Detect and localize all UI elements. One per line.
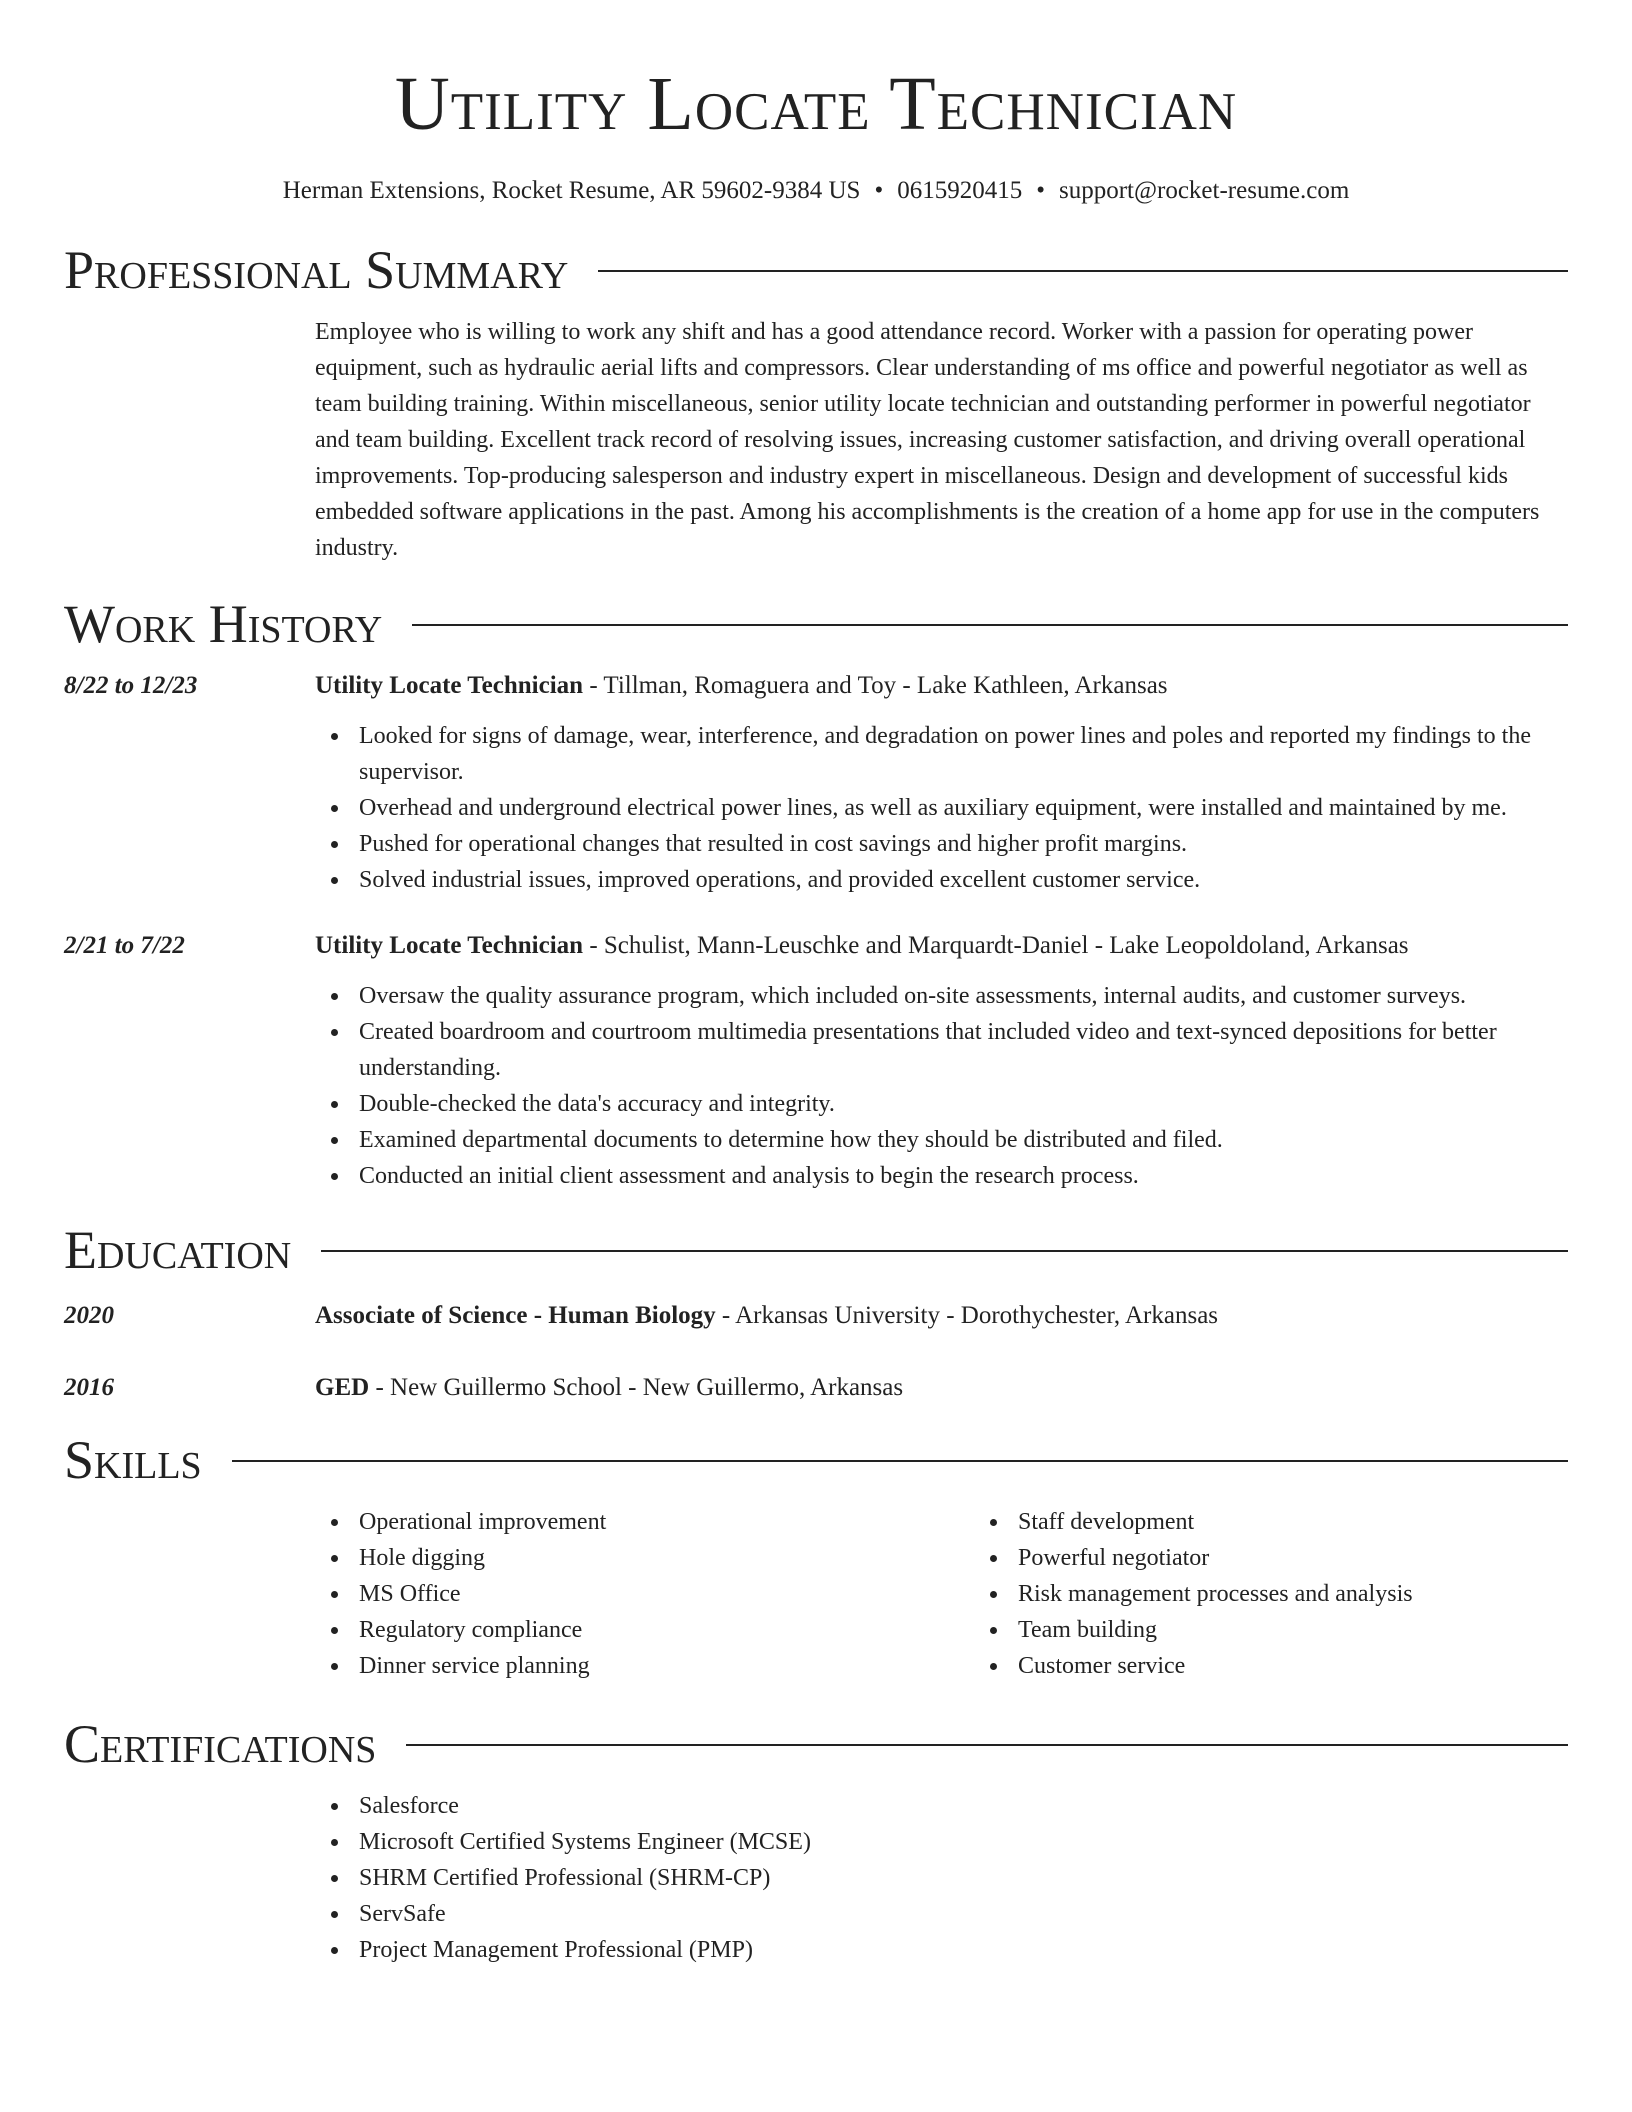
list-item: Regulatory compliance <box>359 1612 974 1648</box>
section-divider <box>598 270 1568 272</box>
summary-section-header <box>64 240 1568 300</box>
job-dates: 8/22 to 12/23 <box>64 672 198 699</box>
job-bullets <box>315 718 1568 898</box>
list-item: Pushed for operational changes that resulted in cost savings and higher profit margins. <box>359 826 1568 862</box>
job-entry <box>64 928 1568 1194</box>
certifications-spacer <box>64 1788 315 1968</box>
list-item: Staff development <box>1018 1504 1632 1540</box>
list-item: Looked for signs of damage, wear, interference, and degradation on power lines and poles and reported my findings to the supervisor. <box>359 718 1568 790</box>
summary-text: Employee who is willing to work any shift and has a good attendance record. Worker with a passion for operating power equipment, such as hydraulic aerial lifts and compressors. Clear understanding of ms office and powerful negotiator as well as team building training. Within miscellaneous, senior utility locate technician and outstanding performer in powerful negotiator and team building. Excellent track record of resolving issues, increasing customer satisfaction, and driving overall operational improvements. Top-producing salesperson and industry expert in miscellaneous. Design and development of successful kids embedded software applications in the past. Among his accomplishments is the creation of a home app for use in the computers industry. <box>315 319 1540 561</box>
job-entry <box>64 668 1568 898</box>
contact-address: Herman Extensions, Rocket Resume, AR 59602-9384 US <box>282 177 861 204</box>
section-title: Education <box>64 1220 292 1280</box>
list-item: Overhead and underground electrical power lines, as well as auxiliary equipment, were installed and maintained by me. <box>359 790 1568 826</box>
list-item: Team building <box>1018 1612 1632 1648</box>
contact-separator: • <box>874 177 884 204</box>
education-degree: Associate of Science - Human Biology <box>315 1302 716 1329</box>
education-year: 2016 <box>64 1374 114 1401</box>
education-details: - New Guillermo School - New Guillermo, Arkansas <box>369 1374 904 1401</box>
job-heading <box>315 668 1568 704</box>
section-divider <box>412 624 1568 626</box>
contact-separator: • <box>1036 177 1045 204</box>
list-item: Dinner service planning <box>359 1648 974 1684</box>
job-heading <box>315 928 1568 964</box>
list-item: Oversaw the quality assurance program, which included on-site assessments, internal audits, and customer surveys. <box>359 978 1568 1014</box>
list-item: Project Management Professional (PMP) <box>359 1932 1568 1968</box>
education-degree: GED <box>315 1374 370 1401</box>
contact-email: support@rocket-resume.com <box>1058 177 1350 204</box>
list-item: Solved industrial issues, improved operations, and provided excellent customer service. <box>359 862 1568 898</box>
section-title: Skills <box>64 1430 202 1490</box>
certifications-block <box>64 1788 1568 1968</box>
list-item: ServSafe <box>359 1896 1568 1932</box>
education-section-header <box>64 1220 1568 1280</box>
skills-spacer <box>64 1490 315 1684</box>
section-title: Professional Summary <box>64 240 569 300</box>
section-title: Certifications <box>64 1714 377 1774</box>
job-details: - Tillman, Romaguera and Toy - Lake Kathleen, Arkansas <box>583 672 1168 699</box>
job-details: - Schulist, Mann-Leuschke and Marquardt-Daniel - Lake Leopoldoland, Arkansas <box>583 932 1409 959</box>
list-item: Created boardroom and courtroom multimedia presentations that included video and text-synced depositions for better understanding. <box>359 1014 1568 1086</box>
list-item: SHRM Certified Professional (SHRM-CP) <box>359 1860 1568 1896</box>
certifications-section-header <box>64 1714 1568 1774</box>
list-item: Salesforce <box>359 1788 1568 1824</box>
resume-page <box>64 0 1568 1968</box>
skills-section-header <box>64 1430 1568 1490</box>
list-item: Hole digging <box>359 1540 974 1576</box>
section-title: Work History <box>64 594 383 654</box>
job-role: Utility Locate Technician <box>315 932 584 959</box>
section-divider <box>321 1250 1568 1252</box>
list-item: Risk management processes and analysis <box>1018 1576 1632 1612</box>
skills-grid <box>315 1504 1632 1684</box>
list-item: MS Office <box>359 1576 974 1612</box>
education-entry <box>64 1370 1568 1406</box>
list-item: Powerful negotiator <box>1018 1540 1632 1576</box>
list-item: Double-checked the data's accuracy and integrity. <box>359 1086 1568 1122</box>
section-divider <box>232 1460 1568 1462</box>
list-item: Customer service <box>1018 1648 1632 1684</box>
education-year: 2020 <box>64 1302 114 1329</box>
skills-block <box>64 1490 1568 1684</box>
contact-line <box>64 176 1568 206</box>
summary-block <box>64 314 1568 566</box>
list-item: Microsoft Certified Systems Engineer (MCSE) <box>359 1824 1568 1860</box>
education-details: - Arkansas University - Dorothychester, Arkansas <box>715 1302 1219 1329</box>
summary-spacer <box>64 314 315 566</box>
job-dates: 2/21 to 7/22 <box>64 932 185 959</box>
section-divider <box>406 1744 1568 1746</box>
list-item: Examined departmental documents to determine how they should be distributed and filed. <box>359 1122 1568 1158</box>
education-entry <box>64 1298 1568 1334</box>
list-item: Operational improvement <box>359 1504 974 1540</box>
contact-phone: 0615920415 <box>897 177 1023 204</box>
certifications-list <box>315 1788 1568 1968</box>
list-item: Conducted an initial client assessment and analysis to begin the research process. <box>359 1158 1568 1194</box>
job-bullets <box>315 978 1568 1194</box>
work-section-header <box>64 594 1568 654</box>
skills-list-right <box>974 1504 1632 1684</box>
resume-title: Utility Locate Technician <box>394 62 1238 146</box>
job-role: Utility Locate Technician <box>315 672 584 699</box>
skills-list-left <box>315 1504 974 1684</box>
